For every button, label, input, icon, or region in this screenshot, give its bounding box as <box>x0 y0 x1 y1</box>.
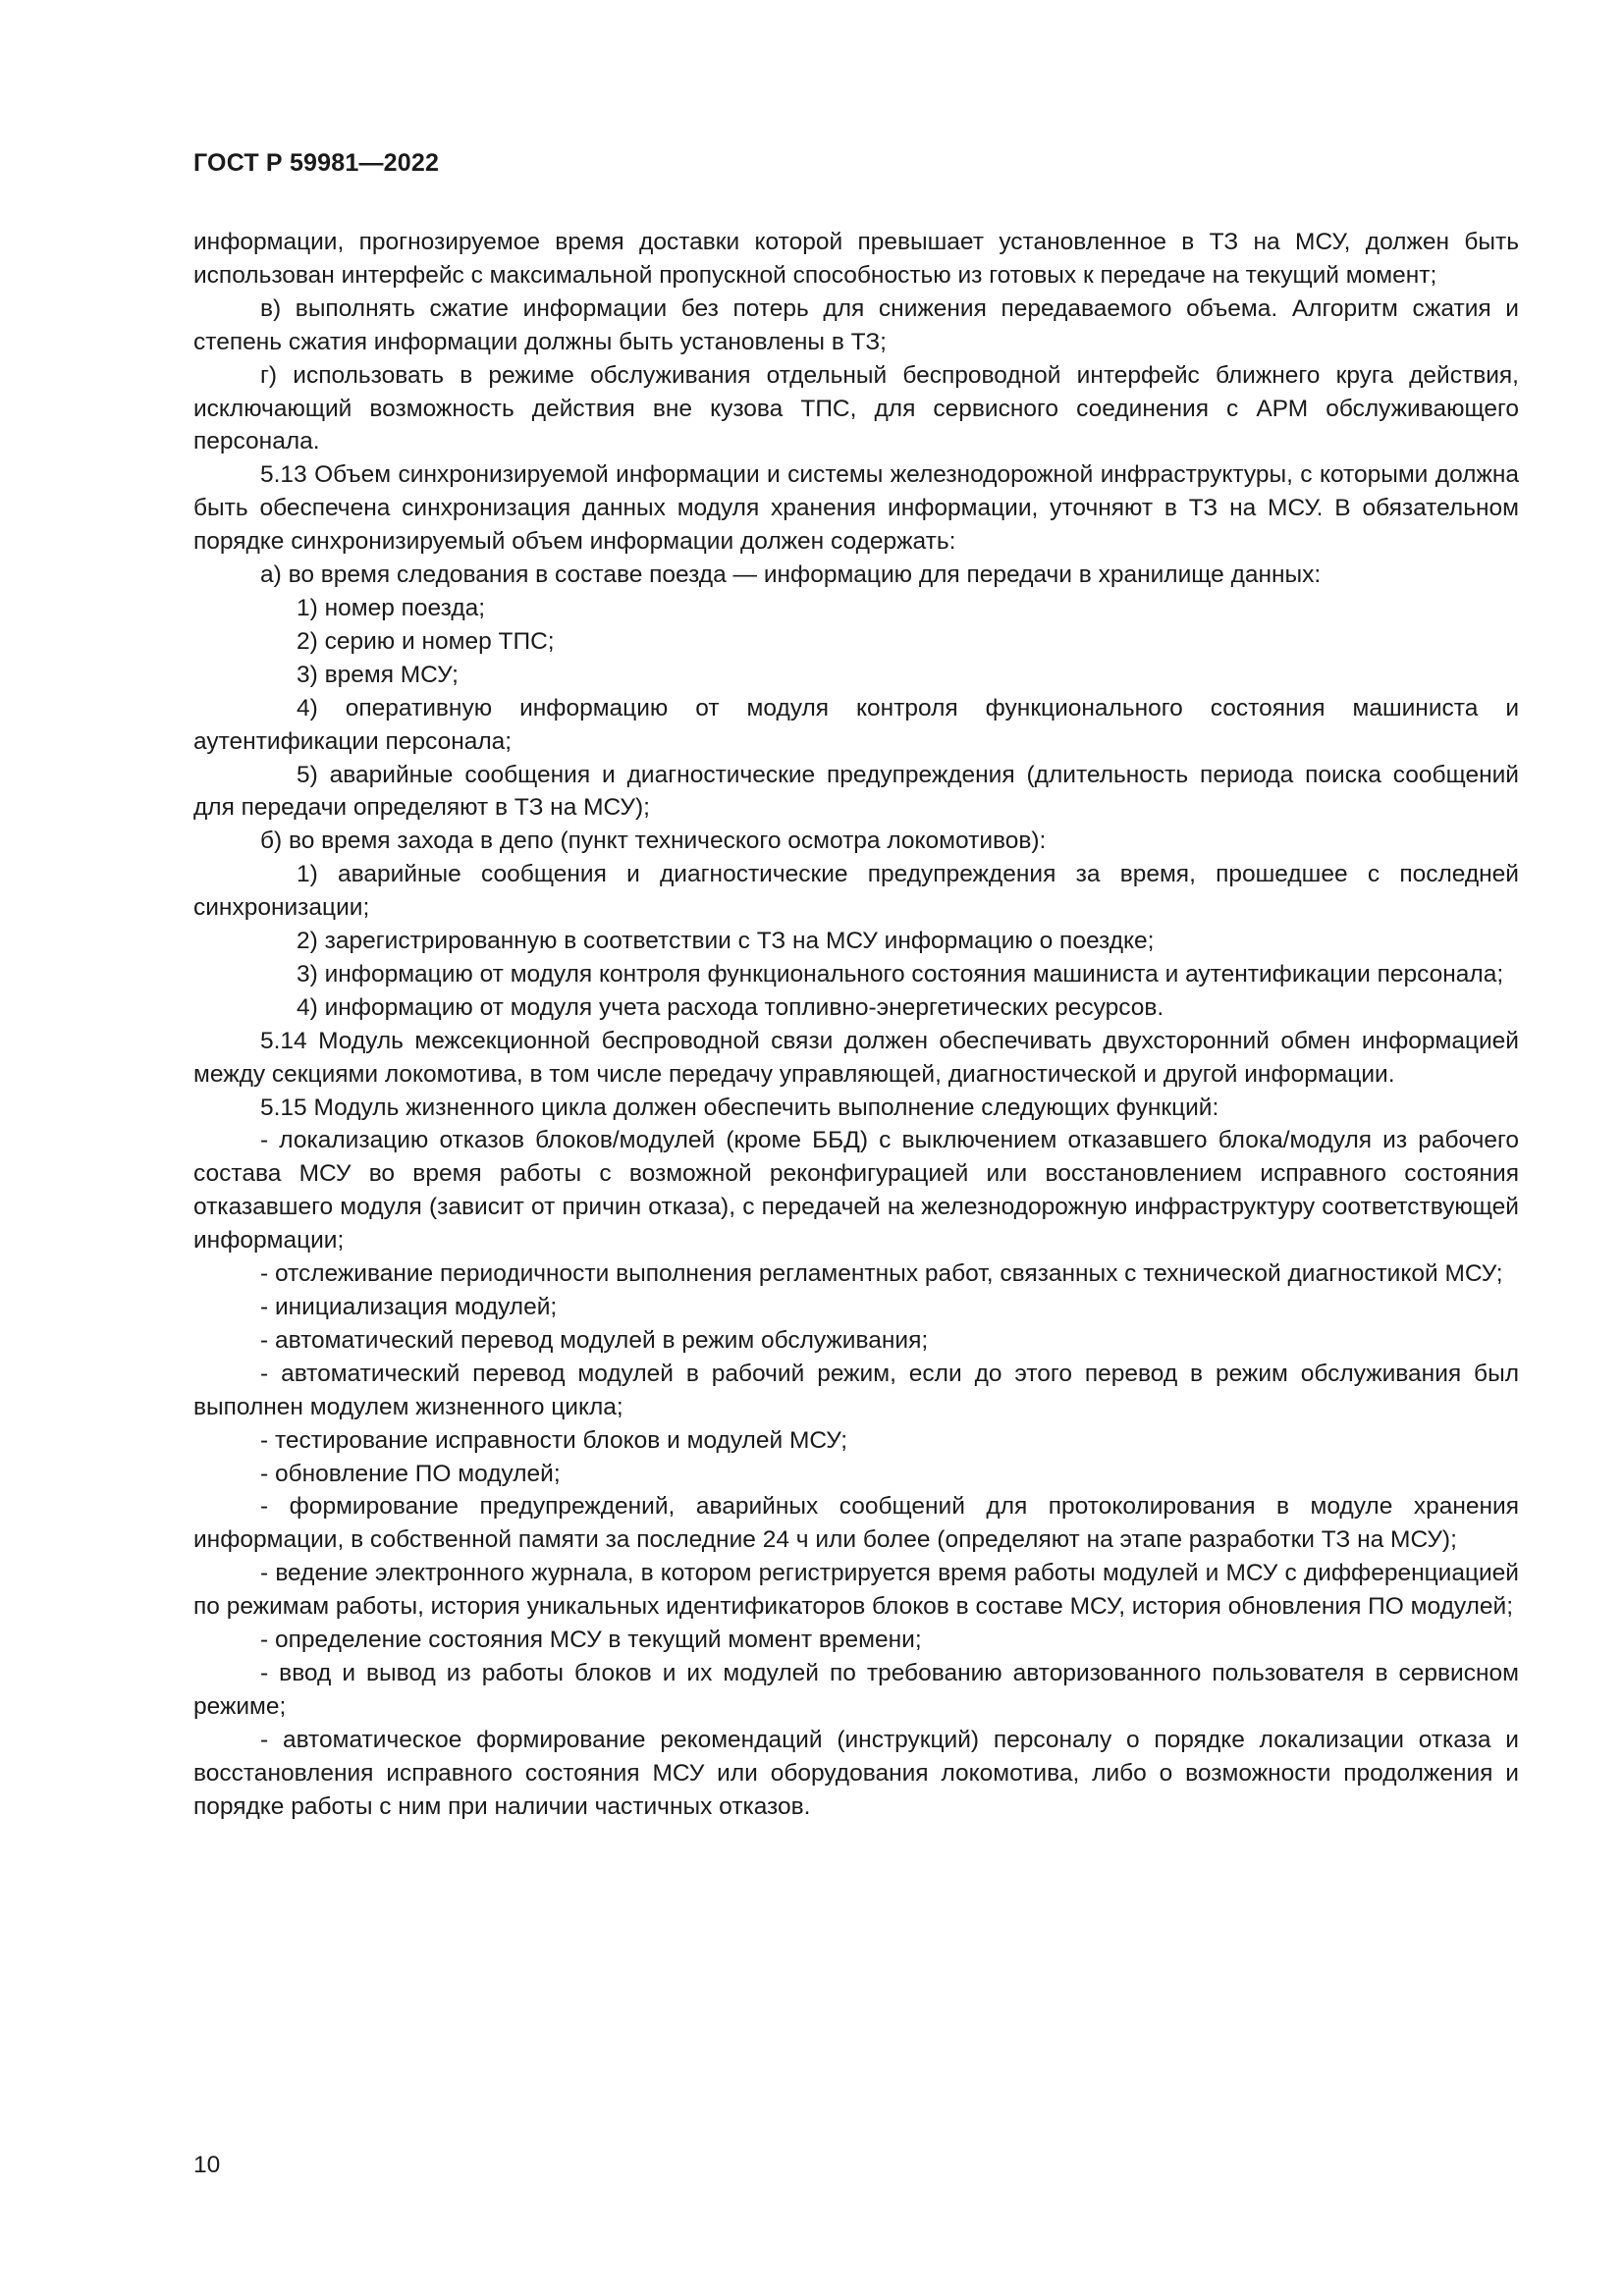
paragraph: - автоматический перевод модулей в режим обслуживания; <box>260 1326 929 1354</box>
paragraph: - автоматическое формирование рекомендаций (инструкций) персоналу о порядке локализации отказа и восстановления исправного состояния МСУ или оборудования локомотива, либо о возможности продолжения и порядке работы с ним при наличии частичных отказов. <box>193 1726 1519 1820</box>
paragraph: - определение состояния МСУ в текущий момент времени; <box>260 1627 922 1654</box>
paragraph: 1) аварийные сообщения и диагностические предупреждения за время, прошедшее с последней синхронизации; <box>193 861 1519 922</box>
paragraph: - локализацию отказов блоков/модулей (кроме ББД) с выключением отказавшего блока/модуля из рабочего состава МСУ во время работы с возможной реконфигурацией или восстановлением исправного состояния отказавшего модуля (зависит от причин отказа), с передачей на железнодорожную инфраструктуру соответствующей информации; <box>193 1127 1519 1255</box>
paragraph: - обновление ПО модулей; <box>260 1460 561 1487</box>
paragraph: 5.13 Объем синхронизируемой информации и системы железнодорожной инфраструктуры, с которыми должна быть обеспечена синхронизация данных модуля хранения информации, уточняют в ТЗ на МСУ. В обязательном порядке синхронизируемый объем информации должен содержать: <box>193 461 1519 556</box>
paragraph: - ведение электронного журнала, в котором регистрируется время работы модулей и МСУ с дифференциацией по режимам работы, история уникальных идентификаторов блоков в составе МСУ, история обновления ПО модулей; <box>193 1560 1519 1621</box>
paragraph: - отслеживание периодичности выполнения регламентных работ, связанных с технической диагностикой МСУ; <box>260 1260 1503 1288</box>
paragraph: 5) аварийные сообщения и диагностические предупреждения (длительность периода поиска сообщений для передачи определяют в ТЗ на МСУ); <box>193 761 1519 822</box>
paragraph: 1) номер поезда; <box>297 594 486 621</box>
paragraph: - автоматический перевод модулей в рабочий режим, если до этого перевод в режим обслуживания был выполнен модулем жизненного цикла; <box>193 1360 1519 1420</box>
paragraph: 2) серию и номер ТПС; <box>297 627 555 655</box>
document-code-header: ГОСТ Р 59981—2022 <box>193 149 440 177</box>
paragraph: информации, прогнозируемое время доставки которой превышает установленное в ТЗ на МСУ, должен быть использован интерфейс с максимальной пропускной способностью из готовых к передаче на текущий момент; <box>193 229 1519 289</box>
paragraph: 3) информацию от модуля контроля функционального состояния машиниста и аутентификации персонала; <box>297 960 1504 988</box>
page-number: 10 <box>193 2152 221 2178</box>
paragraph: 3) время МСУ; <box>297 661 459 688</box>
paragraph: - формирование предупреждений, аварийных сообщений для протоколирования в модуле хранения информации, в собственной памяти за последние 24 ч или более (определяют на этапе разработки ТЗ на МСУ); <box>193 1493 1519 1554</box>
paragraph: 5.14 Модуль межсекционной беспроводной связи должен обеспечивать двухсторонний обмен информацией между секциями локомотива, в том числе передачу управляющей, диагностической и другой информации. <box>193 1027 1519 1088</box>
body-text <box>193 226 1519 1824</box>
paragraph: 4) информацию от модуля учета расхода топливно-энергетических ресурсов. <box>297 993 1164 1021</box>
paragraph: г) использовать в режиме обслуживания отдельный беспроводной интерфейс ближнего круга действия, исключающий возможность действия вне кузова ТПС, для сервисного соединения с АРМ обслуживающего персонала. <box>193 361 1519 455</box>
paragraph: б) во время захода в депо (пункт технического осмотра локомотивов): <box>260 828 1047 855</box>
paragraph: 5.15 Модуль жизненного цикла должен обеспечить выполнение следующих функций: <box>260 1094 1219 1121</box>
paragraph: - ввод и вывод из работы блоков и их модулей по требованию авторизованного пользователя в сервисном режиме; <box>193 1659 1519 1720</box>
paragraph: в) выполнять сжатие информации без потерь для снижения передаваемого объема. Алгоритм сжатия и степень сжатия информации должны быть установлены в ТЗ; <box>193 294 1519 355</box>
paragraph: - тестирование исправности блоков и модулей МСУ; <box>260 1426 848 1454</box>
paragraph: - инициализация модулей; <box>260 1294 558 1320</box>
paragraph: 2) зарегистрированную в соответствии с ТЗ на МСУ информацию о поездке; <box>297 928 1155 955</box>
paragraph: а) во время следования в составе поезда — информацию для передачи в хранилище данных: <box>260 561 1322 589</box>
paragraph: 4) оперативную информацию от модуля контроля функционального состояния машиниста и аутентификации персонала; <box>193 694 1519 755</box>
